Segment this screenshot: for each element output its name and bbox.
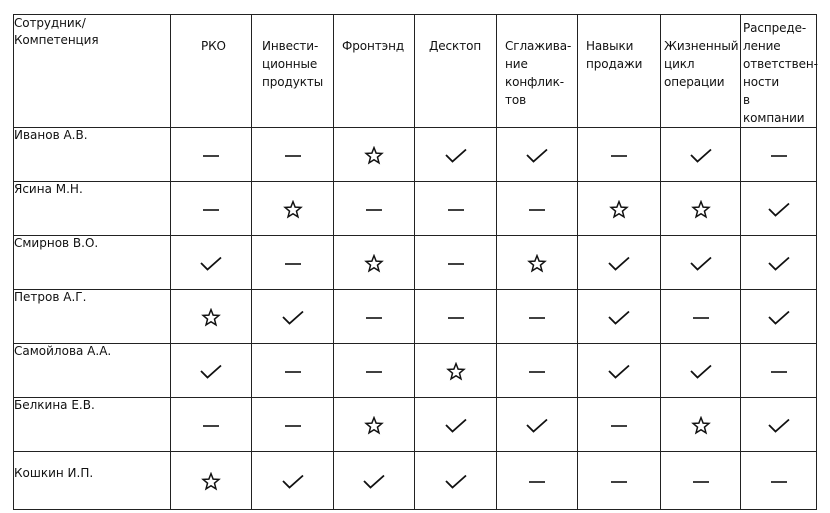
checkmark-icon xyxy=(281,307,305,326)
checkmark-icon xyxy=(767,199,791,218)
competency-cell xyxy=(334,290,415,344)
checkmark-icon xyxy=(281,471,305,490)
checkmark-icon xyxy=(607,361,631,380)
dash-icon xyxy=(285,415,301,434)
competency-cell xyxy=(334,452,415,510)
competency-cell xyxy=(252,236,334,290)
competency-cell xyxy=(741,398,817,452)
competency-cell xyxy=(497,128,578,182)
competency-cell xyxy=(171,128,252,182)
dash-icon xyxy=(693,307,709,326)
checkmark-icon xyxy=(525,415,549,434)
competency-cell xyxy=(661,344,741,398)
competency-cell xyxy=(415,290,497,344)
dash-icon xyxy=(285,145,301,164)
competency-cell xyxy=(578,398,661,452)
matrix-body xyxy=(14,128,817,510)
employee-name: Петров А.Г. xyxy=(14,290,171,344)
dash-icon xyxy=(448,307,464,326)
dash-icon xyxy=(611,145,627,164)
column-header-label: Сглажива- ние конфлик- тов xyxy=(505,39,572,107)
competency-cell xyxy=(497,290,578,344)
column-header-label: Жизненный цикл операции xyxy=(664,39,739,89)
competency-cell xyxy=(578,344,661,398)
checkmark-icon xyxy=(607,307,631,326)
dash-icon xyxy=(203,199,219,218)
column-header-label: Десктоп xyxy=(429,39,482,53)
checkmark-icon xyxy=(607,253,631,272)
star-icon xyxy=(283,199,303,218)
checkmark-icon xyxy=(444,415,468,434)
column-header-label: РКО xyxy=(201,39,226,53)
column-header-label: Инвести- ционные продукты xyxy=(262,39,324,89)
competency-cell xyxy=(415,452,497,510)
dash-icon xyxy=(285,253,301,272)
checkmark-icon xyxy=(689,253,713,272)
column-header-sales-skills xyxy=(578,15,661,128)
competency-cell xyxy=(578,452,661,510)
competency-cell xyxy=(661,182,741,236)
competency-cell xyxy=(497,398,578,452)
dash-icon xyxy=(771,361,787,380)
dash-icon xyxy=(611,415,627,434)
column-header-rko xyxy=(171,15,252,128)
checkmark-icon xyxy=(689,145,713,164)
competency-cell xyxy=(334,182,415,236)
competency-cell xyxy=(661,128,741,182)
competency-cell xyxy=(334,128,415,182)
competency-cell xyxy=(334,236,415,290)
competency-cell xyxy=(497,344,578,398)
star-icon xyxy=(364,253,384,272)
competency-cell xyxy=(171,182,252,236)
checkmark-icon xyxy=(444,145,468,164)
competency-cell xyxy=(741,290,817,344)
table-row xyxy=(14,290,817,344)
column-header-desktop xyxy=(415,15,497,128)
star-icon xyxy=(446,361,466,380)
competency-cell xyxy=(741,344,817,398)
checkmark-icon xyxy=(767,253,791,272)
competency-cell xyxy=(578,236,661,290)
checkmark-icon xyxy=(362,471,386,490)
competency-cell xyxy=(415,236,497,290)
competency-cell xyxy=(252,452,334,510)
competency-cell xyxy=(661,398,741,452)
star-icon xyxy=(691,415,711,434)
dash-icon xyxy=(448,253,464,272)
competency-cell xyxy=(741,236,817,290)
dash-icon xyxy=(529,307,545,326)
star-icon xyxy=(691,199,711,218)
employee-name: Белкина Е.В. xyxy=(14,398,171,452)
dash-icon xyxy=(203,415,219,434)
star-icon xyxy=(609,199,629,218)
column-header-label: Навыки продажи xyxy=(586,39,643,71)
header-row xyxy=(14,15,817,128)
competency-cell xyxy=(497,452,578,510)
checkmark-icon xyxy=(767,415,791,434)
competency-cell xyxy=(171,344,252,398)
competency-cell xyxy=(171,452,252,510)
table-row xyxy=(14,452,817,510)
checkmark-icon xyxy=(767,307,791,326)
column-header-conflict-smoothing xyxy=(497,15,578,128)
competency-cell xyxy=(252,398,334,452)
column-header-label: Фронтэнд xyxy=(342,39,405,53)
checkmark-icon xyxy=(199,361,223,380)
table-row xyxy=(14,236,817,290)
dash-icon xyxy=(285,361,301,380)
employee-name: Самойлова А.А. xyxy=(14,344,171,398)
employee-name: Кошкин И.П. xyxy=(14,452,171,510)
column-header-investment-products xyxy=(252,15,334,128)
competency-cell xyxy=(415,182,497,236)
employee-name: Иванов А.В. xyxy=(14,128,171,182)
column-header-responsibility-distribution xyxy=(741,15,817,128)
dash-icon xyxy=(448,199,464,218)
competency-cell xyxy=(578,182,661,236)
star-icon xyxy=(201,307,221,326)
competency-cell xyxy=(661,236,741,290)
column-header-label: Распреде- ление ответствен- ности в компании xyxy=(743,21,818,125)
dash-icon xyxy=(771,145,787,164)
star-icon xyxy=(364,145,384,164)
dash-icon xyxy=(366,307,382,326)
corner-header xyxy=(14,15,171,128)
dash-icon xyxy=(366,199,382,218)
table-row xyxy=(14,182,817,236)
table-row xyxy=(14,398,817,452)
competency-cell xyxy=(741,452,817,510)
competency-cell xyxy=(171,398,252,452)
competency-cell xyxy=(334,344,415,398)
dash-icon xyxy=(529,361,545,380)
competency-cell xyxy=(497,236,578,290)
competency-cell xyxy=(252,128,334,182)
checkmark-icon xyxy=(199,253,223,272)
column-header-operation-lifecycle xyxy=(661,15,741,128)
competency-cell xyxy=(415,398,497,452)
dash-icon xyxy=(529,471,545,490)
dash-icon xyxy=(203,145,219,164)
column-header-frontend xyxy=(334,15,415,128)
corner-header-label: Сотрудник/ Компетенция xyxy=(14,16,99,47)
competency-cell xyxy=(252,290,334,344)
competency-cell xyxy=(497,182,578,236)
competency-cell xyxy=(334,398,415,452)
table-row xyxy=(14,344,817,398)
competency-cell xyxy=(741,182,817,236)
checkmark-icon xyxy=(525,145,549,164)
employee-name: Смирнов В.О. xyxy=(14,236,171,290)
dash-icon xyxy=(771,471,787,490)
checkmark-icon xyxy=(689,361,713,380)
star-icon xyxy=(364,415,384,434)
competency-cell xyxy=(578,290,661,344)
dash-icon xyxy=(693,471,709,490)
checkmark-icon xyxy=(444,471,468,490)
dash-icon xyxy=(611,471,627,490)
competency-cell xyxy=(171,290,252,344)
competency-cell xyxy=(415,344,497,398)
star-icon xyxy=(527,253,547,272)
dash-icon xyxy=(366,361,382,380)
employee-name: Ясина М.Н. xyxy=(14,182,171,236)
competency-cell xyxy=(661,290,741,344)
dash-icon xyxy=(529,199,545,218)
competency-cell xyxy=(661,452,741,510)
competency-cell xyxy=(252,182,334,236)
competency-matrix xyxy=(13,14,817,510)
table-row xyxy=(14,128,817,182)
competency-cell xyxy=(252,344,334,398)
competency-cell xyxy=(415,128,497,182)
competency-cell xyxy=(741,128,817,182)
competency-cell xyxy=(578,128,661,182)
star-icon xyxy=(201,471,221,490)
competency-cell xyxy=(171,236,252,290)
